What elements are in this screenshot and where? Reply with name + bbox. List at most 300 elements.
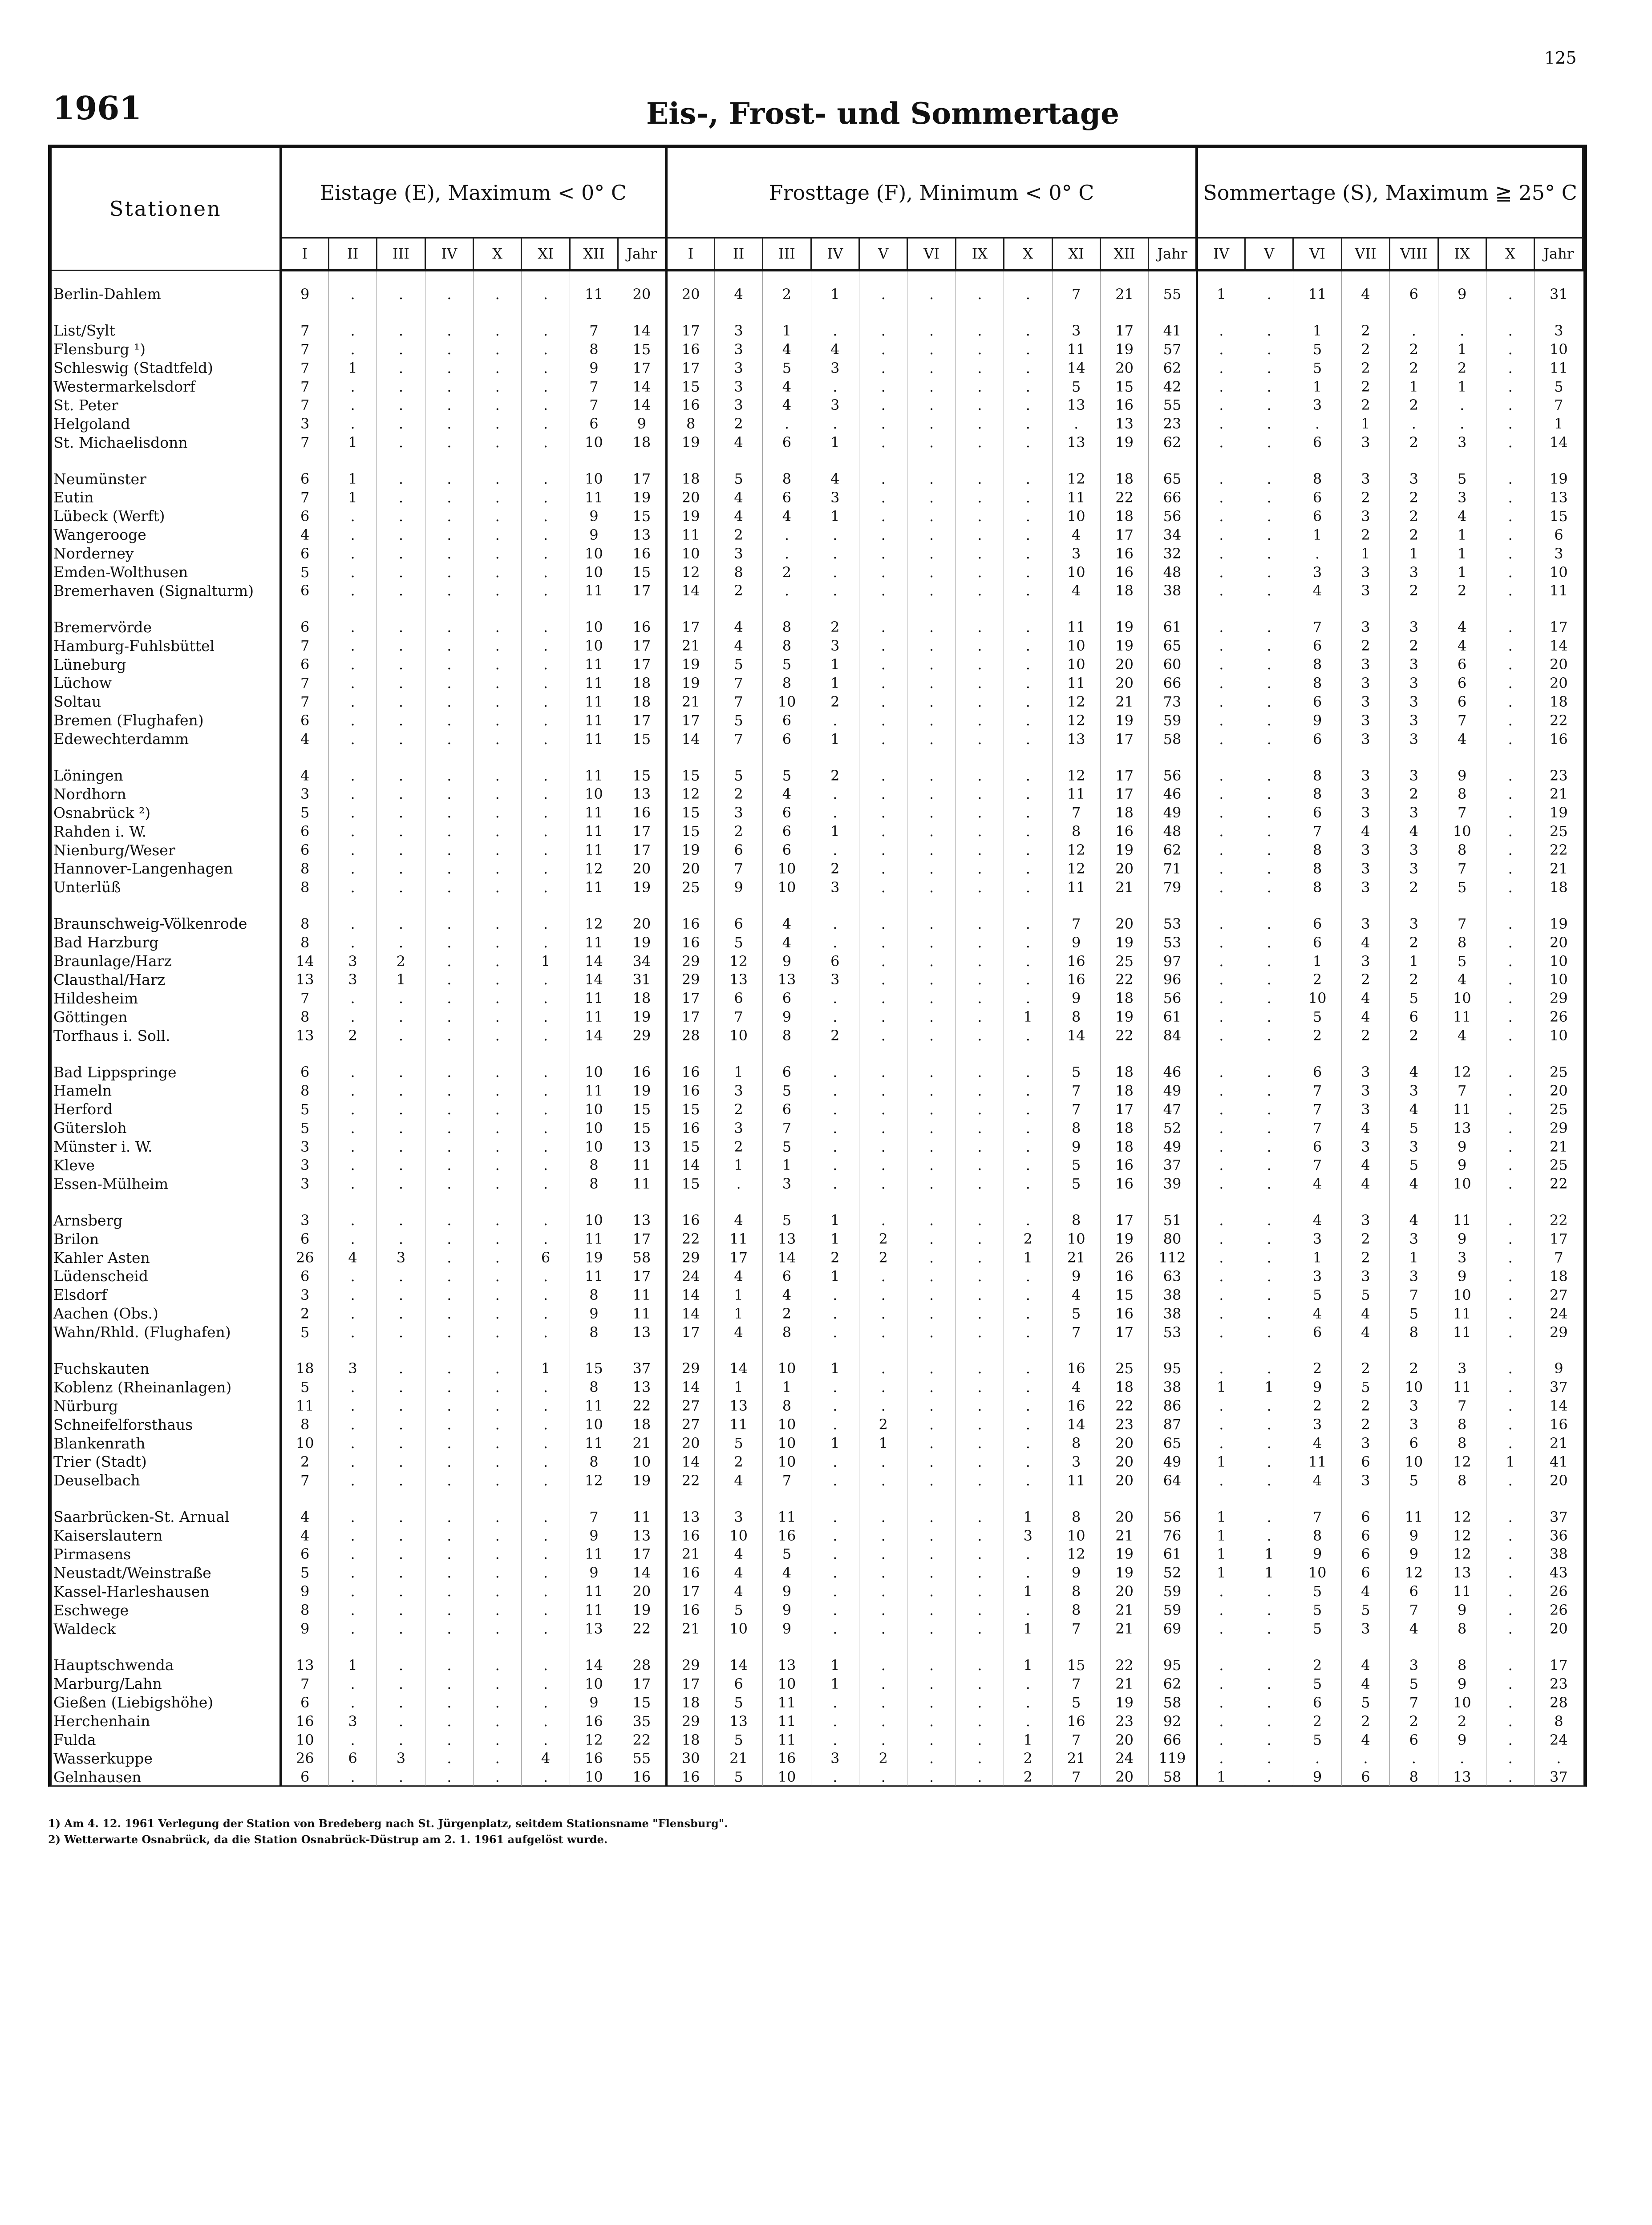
value-cell: 3 (714, 1119, 762, 1137)
value-cell: 2 (377, 952, 425, 971)
value-cell: 16 (666, 914, 714, 933)
value-cell: . (1245, 1601, 1293, 1619)
value-cell: . (956, 822, 1004, 841)
value-cell: . (425, 878, 473, 897)
value-cell: . (377, 636, 425, 655)
value-cell: . (328, 1396, 377, 1415)
value-cell: 3 (328, 1359, 377, 1378)
value-cell: 16 (666, 396, 714, 414)
value-cell: 8 (280, 1415, 328, 1434)
station-name: Bad Lippspringe (52, 1063, 280, 1081)
value-cell: 21 (1550, 1138, 1568, 1155)
station-name: Bremervörde (52, 618, 280, 636)
table-row (52, 1396, 1583, 1415)
value-cell: 20 (1550, 674, 1568, 692)
value-cell: 1 (763, 1378, 811, 1396)
station-name: Gießen (Liebigshöhe) (52, 1693, 280, 1712)
value-cell: 8 (1293, 655, 1341, 674)
value-cell: 11 (570, 1007, 618, 1026)
value-cell: . (474, 1471, 522, 1490)
value-cell: 12 (570, 1471, 618, 1490)
value-cell: . (328, 1731, 377, 1749)
value-cell: 14 (666, 1286, 714, 1304)
value-cell: . (328, 1545, 377, 1564)
value-cell: . (425, 544, 473, 563)
value-cell: 20 (1100, 655, 1148, 674)
value-cell: . (1197, 1731, 1245, 1749)
value-cell: 4 (714, 1211, 762, 1230)
value-cell: 2 (1438, 1712, 1486, 1731)
value-cell: . (328, 340, 377, 359)
value-cell: 3 (1390, 1656, 1438, 1675)
value-cell: 1 (328, 1656, 377, 1675)
value-cell: 3 (714, 1508, 762, 1526)
value-cell: . (956, 1526, 1004, 1545)
value-cell: 4 (763, 1286, 811, 1304)
value-cell: . (907, 563, 956, 582)
value-cell: . (328, 1230, 377, 1248)
value-cell: 22 (1550, 1212, 1568, 1229)
value-cell: . (1004, 1471, 1052, 1490)
value-cell: . (328, 989, 377, 1007)
value-cell: 11 (1438, 1582, 1486, 1601)
value-cell: 4 (763, 396, 811, 414)
value-cell: . (907, 1712, 956, 1731)
value-cell: . (811, 933, 859, 952)
value-cell: 6 (763, 1100, 811, 1119)
value-cell: . (763, 544, 811, 563)
value-cell: . (907, 803, 956, 822)
value-cell: 7 (280, 377, 328, 396)
value-cell: 8 (570, 1174, 618, 1193)
table-row (52, 914, 1583, 933)
value-cell: 2 (1390, 433, 1438, 452)
value-cell: 4 (714, 433, 762, 452)
footnotes (48, 1816, 728, 1848)
value-cell: . (522, 1452, 570, 1471)
value-cell: . (474, 563, 522, 582)
value-cell: 19 (618, 933, 666, 952)
value-cell: 7 (1052, 1100, 1100, 1119)
value-cell: . (1245, 1471, 1293, 1490)
value-cell: 8 (1438, 1434, 1486, 1452)
value-cell: . (474, 321, 522, 340)
value-cell: 1 (714, 1286, 762, 1304)
value-cell: . (425, 674, 473, 692)
value-cell: 3 (1390, 1396, 1438, 1415)
value-cell: 2 (1293, 1712, 1341, 1731)
table-row (52, 1601, 1583, 1619)
value-cell: 10 (1052, 563, 1100, 582)
value-cell: 2 (1341, 636, 1389, 655)
value-cell: 11 (570, 488, 618, 507)
value-cell: . (328, 914, 377, 933)
value-cell: . (1245, 1452, 1293, 1471)
value-cell: 2 (859, 1749, 907, 1768)
value-cell: . (425, 1378, 473, 1396)
value-cell: . (1486, 636, 1534, 655)
value-cell: 7 (280, 692, 328, 711)
station-name: Nordhorn (52, 785, 280, 803)
value-cell: 4 (1341, 1582, 1389, 1601)
value-cell: 10 (763, 1415, 811, 1434)
value-cell: 11 (1052, 674, 1100, 692)
value-cell: . (377, 1675, 425, 1693)
value-cell: . (474, 1452, 522, 1471)
value-cell: 9 (1438, 1267, 1486, 1286)
station-name: Gelnhausen (52, 1768, 280, 1786)
value-cell: . (907, 526, 956, 544)
table-row (52, 488, 1583, 507)
value-cell: . (907, 841, 956, 859)
value-cell: . (859, 1304, 907, 1323)
value-cell: 5 (1341, 1601, 1389, 1619)
value-cell: 9 (1438, 766, 1486, 785)
value-cell: 38 (1149, 1304, 1197, 1323)
value-cell: . (859, 1471, 907, 1490)
value-cell: . (1197, 433, 1245, 452)
value-cell: 6 (1390, 1582, 1438, 1601)
value-cell: 15 (666, 822, 714, 841)
value-cell: . (811, 1693, 859, 1712)
value-cell: 55 (1149, 396, 1197, 414)
value-cell: 20 (1100, 1434, 1148, 1452)
value-cell: 11 (714, 1415, 762, 1434)
value-cell: 8 (280, 933, 328, 952)
value-cell: 7 (1438, 1396, 1486, 1415)
value-cell: 3 (1390, 1267, 1438, 1286)
value-cell: . (474, 1248, 522, 1267)
value-cell: . (1245, 618, 1293, 636)
value-cell: . (1197, 766, 1245, 785)
value-cell: 7 (1293, 1119, 1341, 1137)
value-cell: 7 (714, 730, 762, 748)
value-cell: 6 (1438, 674, 1486, 692)
value-cell: 4 (1341, 933, 1389, 952)
value-cell: 3 (1390, 803, 1438, 822)
value-cell: 17 (618, 359, 666, 377)
value-cell: 2 (1004, 1230, 1052, 1248)
value-cell: . (907, 1526, 956, 1545)
value-cell: 18 (666, 469, 714, 488)
value-cell: . (1197, 377, 1245, 396)
value-cell: 12 (1438, 1526, 1486, 1545)
table-row (52, 636, 1583, 655)
value-cell: . (1245, 1174, 1293, 1193)
value-cell: . (425, 1693, 473, 1712)
value-cell: . (1004, 507, 1052, 526)
value-cell: 2 (1390, 1359, 1438, 1378)
value-cell: 1 (1293, 321, 1341, 340)
value-cell: 9 (1438, 1137, 1486, 1156)
value-cell: 21 (666, 1545, 714, 1564)
value-cell: . (474, 1007, 522, 1026)
value-cell: . (377, 414, 425, 433)
value-cell: . (474, 1415, 522, 1434)
value-cell: . (1004, 1601, 1052, 1619)
value-cell: 8 (1438, 841, 1486, 859)
value-cell: . (425, 711, 473, 730)
value-cell: 6 (763, 841, 811, 859)
value-cell: 1 (328, 433, 377, 452)
value-cell: 5 (1293, 1619, 1341, 1638)
value-cell: 10 (1052, 655, 1100, 674)
value-cell: . (1245, 1768, 1293, 1786)
value-cell: 92 (1149, 1712, 1197, 1731)
value-cell: . (956, 1378, 1004, 1396)
value-cell: . (377, 859, 425, 878)
value-cell: 14 (714, 1656, 762, 1675)
value-cell: . (1197, 1675, 1245, 1693)
value-cell: . (1245, 952, 1293, 971)
value-cell: . (907, 674, 956, 692)
value-cell: 58 (1149, 1693, 1197, 1712)
value-cell: 7 (1052, 1675, 1100, 1693)
value-cell: 10 (1550, 563, 1568, 581)
value-cell: . (1004, 1137, 1052, 1156)
value-cell: 7 (714, 859, 762, 878)
value-cell: 8 (1052, 822, 1100, 841)
value-cell: 23 (1550, 767, 1568, 784)
value-cell: . (811, 1378, 859, 1396)
value-cell: 20 (1100, 674, 1148, 692)
value-cell: 4 (1341, 1156, 1389, 1175)
value-cell: . (425, 1007, 473, 1026)
value-cell: . (328, 544, 377, 563)
value-cell: 6 (763, 711, 811, 730)
value-cell: . (859, 1267, 907, 1286)
value-cell: . (328, 1081, 377, 1100)
station-name: Hauptschwenda (52, 1656, 280, 1675)
value-cell: . (956, 618, 1004, 636)
value-cell: . (811, 1137, 859, 1156)
value-cell: 6 (1293, 507, 1341, 526)
value-cell: . (474, 1526, 522, 1545)
value-cell: 16 (666, 1563, 714, 1582)
value-cell: . (425, 841, 473, 859)
value-cell: 8 (763, 636, 811, 655)
value-cell: . (1486, 1211, 1534, 1230)
value-cell: . (522, 563, 570, 582)
value-cell: 2 (1341, 1712, 1389, 1731)
value-cell: . (1197, 822, 1245, 841)
value-cell: . (328, 933, 377, 952)
value-cell: . (474, 1434, 522, 1452)
value-cell: 10 (1293, 989, 1341, 1007)
table-row (52, 730, 1583, 748)
value-cell: 48 (1149, 822, 1197, 841)
value-cell: 2 (1341, 1248, 1389, 1267)
value-cell: . (907, 1582, 956, 1601)
value-cell: . (522, 674, 570, 692)
value-cell: . (474, 1137, 522, 1156)
value-cell: 14 (714, 1359, 762, 1378)
value-cell: 46 (1149, 1063, 1197, 1081)
value-cell: 3 (1390, 563, 1438, 582)
value-cell: . (474, 1211, 522, 1230)
value-cell: . (1245, 1712, 1293, 1731)
value-cell: 7 (280, 396, 328, 414)
value-cell: 4 (763, 933, 811, 952)
value-cell: 7 (280, 321, 328, 340)
value-cell: . (1197, 1396, 1245, 1415)
value-cell: 19 (618, 1601, 666, 1619)
value-cell: 11 (570, 1267, 618, 1286)
station-name: Neustadt/Weinstraße (52, 1563, 280, 1582)
value-cell: . (425, 1248, 473, 1267)
station-name: Braunlage/Harz (52, 952, 280, 971)
value-cell: 4 (763, 507, 811, 526)
value-cell: . (377, 1119, 425, 1137)
station-name: Edewechterdamm (52, 730, 280, 748)
value-cell: 42 (1149, 377, 1197, 396)
value-cell: 6 (1390, 1007, 1438, 1026)
value-cell: 7 (1554, 1249, 1563, 1266)
value-cell: 38 (1550, 1545, 1568, 1563)
value-cell: . (1245, 1619, 1293, 1638)
value-cell: 7 (1052, 270, 1100, 303)
value-cell: . (1245, 1063, 1293, 1081)
value-cell: 1 (811, 433, 859, 452)
value-cell: . (377, 1063, 425, 1081)
value-cell: . (474, 340, 522, 359)
value-cell: 14 (666, 1156, 714, 1175)
value-cell: 10 (1550, 1027, 1568, 1044)
value-cell: . (1245, 1081, 1293, 1100)
value-cell: . (1245, 1731, 1293, 1749)
value-cell: . (907, 1545, 956, 1564)
value-cell: . (522, 507, 570, 526)
value-cell: . (1197, 1582, 1245, 1601)
value-cell: 11 (570, 878, 618, 897)
value-cell: 37 (1550, 1379, 1568, 1396)
value-cell: 20 (618, 914, 666, 933)
value-cell: . (425, 692, 473, 711)
value-cell: . (1486, 1230, 1534, 1248)
value-cell: . (328, 377, 377, 396)
table-row (52, 1378, 1583, 1396)
value-cell: . (1486, 1749, 1534, 1768)
value-cell: 3 (1390, 730, 1438, 748)
value-cell: . (474, 674, 522, 692)
value-cell: 25 (666, 878, 714, 897)
table-row (52, 933, 1583, 952)
value-cell: 10 (714, 1026, 762, 1045)
value-cell: . (859, 989, 907, 1007)
station-name: Kassel-Harleshausen (52, 1582, 280, 1601)
value-cell: 20 (666, 270, 714, 303)
value-cell: 2 (859, 1415, 907, 1434)
value-cell: . (956, 1619, 1004, 1638)
value-cell: 15 (666, 377, 714, 396)
value-cell: 5 (1390, 1304, 1438, 1323)
value-cell: 21 (1550, 785, 1568, 803)
value-cell: 5 (714, 1693, 762, 1712)
value-cell: 8 (1293, 878, 1341, 897)
value-cell: 8 (763, 1323, 811, 1342)
value-cell: 13 (1052, 730, 1100, 748)
value-cell: 6 (1293, 1137, 1341, 1156)
table-row (52, 822, 1583, 841)
value-cell: . (474, 507, 522, 526)
value-cell: . (1245, 396, 1293, 414)
value-cell: 3 (811, 488, 859, 507)
value-cell: . (522, 1471, 570, 1490)
value-cell: 34 (618, 952, 666, 971)
value-cell: . (1245, 1323, 1293, 1342)
value-cell: 55 (1149, 270, 1197, 303)
value-cell: 7 (1293, 1081, 1341, 1100)
station-name: Essen-Mülheim (52, 1174, 280, 1193)
value-cell: 65 (1149, 636, 1197, 655)
value-cell: . (956, 507, 1004, 526)
value-cell: . (1197, 1063, 1245, 1081)
value-cell: . (474, 488, 522, 507)
value-cell: 65 (1149, 469, 1197, 488)
value-cell: 21 (1100, 692, 1148, 711)
value-cell: 10 (1052, 1526, 1100, 1545)
value-cell: 2 (714, 1100, 762, 1119)
value-cell: 9 (763, 952, 811, 971)
value-cell: . (425, 469, 473, 488)
value-cell: 5 (1341, 1693, 1389, 1712)
month-header: Jahr (1535, 238, 1583, 271)
value-cell: . (811, 1174, 859, 1193)
value-cell: . (907, 433, 956, 452)
value-cell: 12 (1052, 841, 1100, 859)
value-cell: 9 (1554, 1360, 1563, 1377)
value-cell: 11 (570, 803, 618, 822)
value-cell: . (328, 1434, 377, 1452)
value-cell: . (328, 321, 377, 340)
value-cell: 53 (1149, 914, 1197, 933)
value-cell: 14 (570, 1656, 618, 1675)
value-cell: . (859, 526, 907, 544)
value-cell: . (811, 1563, 859, 1582)
value-cell: 1 (1004, 1731, 1052, 1749)
value-cell: . (522, 1174, 570, 1193)
value-cell: . (1486, 1712, 1534, 1731)
value-cell: 16 (618, 544, 666, 563)
value-cell: . (1004, 1156, 1052, 1175)
table-row (52, 507, 1583, 526)
value-cell: 15 (618, 766, 666, 785)
value-cell: . (907, 414, 956, 433)
value-cell: . (328, 803, 377, 822)
value-cell: . (811, 563, 859, 582)
value-cell: 1 (1293, 952, 1341, 971)
value-cell: 12 (570, 1731, 618, 1749)
value-cell: 7 (570, 377, 618, 396)
value-cell: 15 (1550, 507, 1568, 525)
value-cell: 21 (1052, 1749, 1100, 1768)
value-cell: . (1004, 785, 1052, 803)
value-cell: . (425, 507, 473, 526)
value-cell: . (1245, 414, 1293, 433)
value-cell: 4 (1438, 730, 1486, 748)
value-cell: . (811, 1601, 859, 1619)
value-cell: . (522, 433, 570, 452)
value-cell: 7 (1293, 618, 1341, 636)
value-cell: . (859, 1378, 907, 1396)
value-cell: 22 (1550, 712, 1568, 729)
value-cell: . (1197, 1286, 1245, 1304)
value-cell: 5 (1293, 1731, 1341, 1749)
value-cell: 9 (1390, 1545, 1438, 1564)
value-cell: . (907, 1286, 956, 1304)
value-cell: . (1004, 433, 1052, 452)
value-cell: 5 (763, 359, 811, 377)
